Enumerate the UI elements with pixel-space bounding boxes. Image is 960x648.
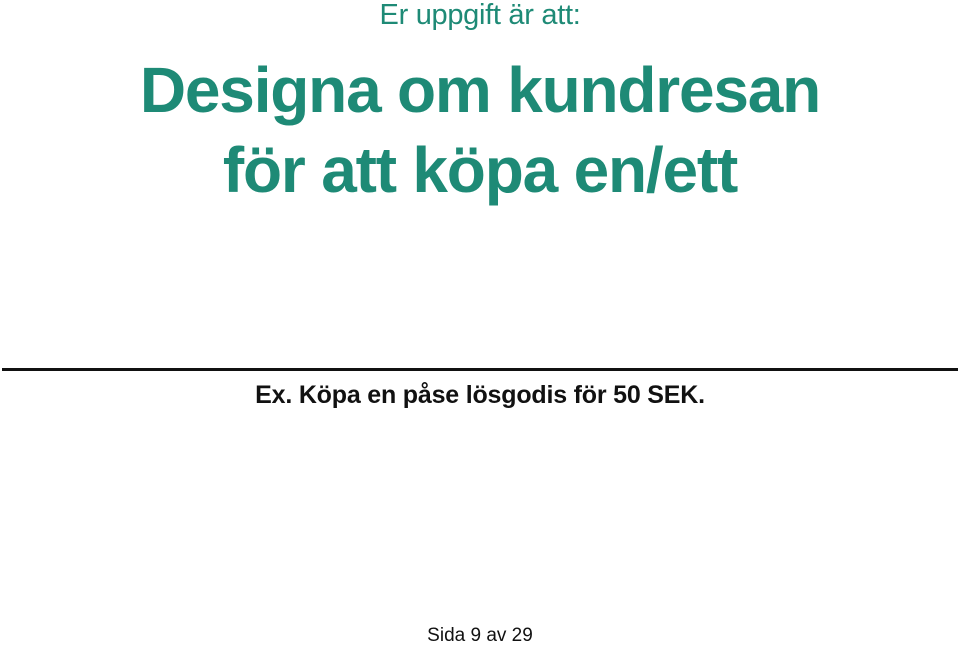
task-intro: Er uppgift är att:: [379, 0, 581, 31]
task-heading: [0, 50, 960, 210]
example-text: Ex. Köpa en påse lösgodis för 50 SEK.: [255, 381, 705, 409]
heading-line-1: Designa om kundresan: [139, 54, 821, 126]
heading-line-2: för att köpa en/ett: [222, 134, 738, 206]
answer-fill-line: [2, 368, 958, 371]
page-number: Sida 9 av 29: [427, 625, 533, 646]
